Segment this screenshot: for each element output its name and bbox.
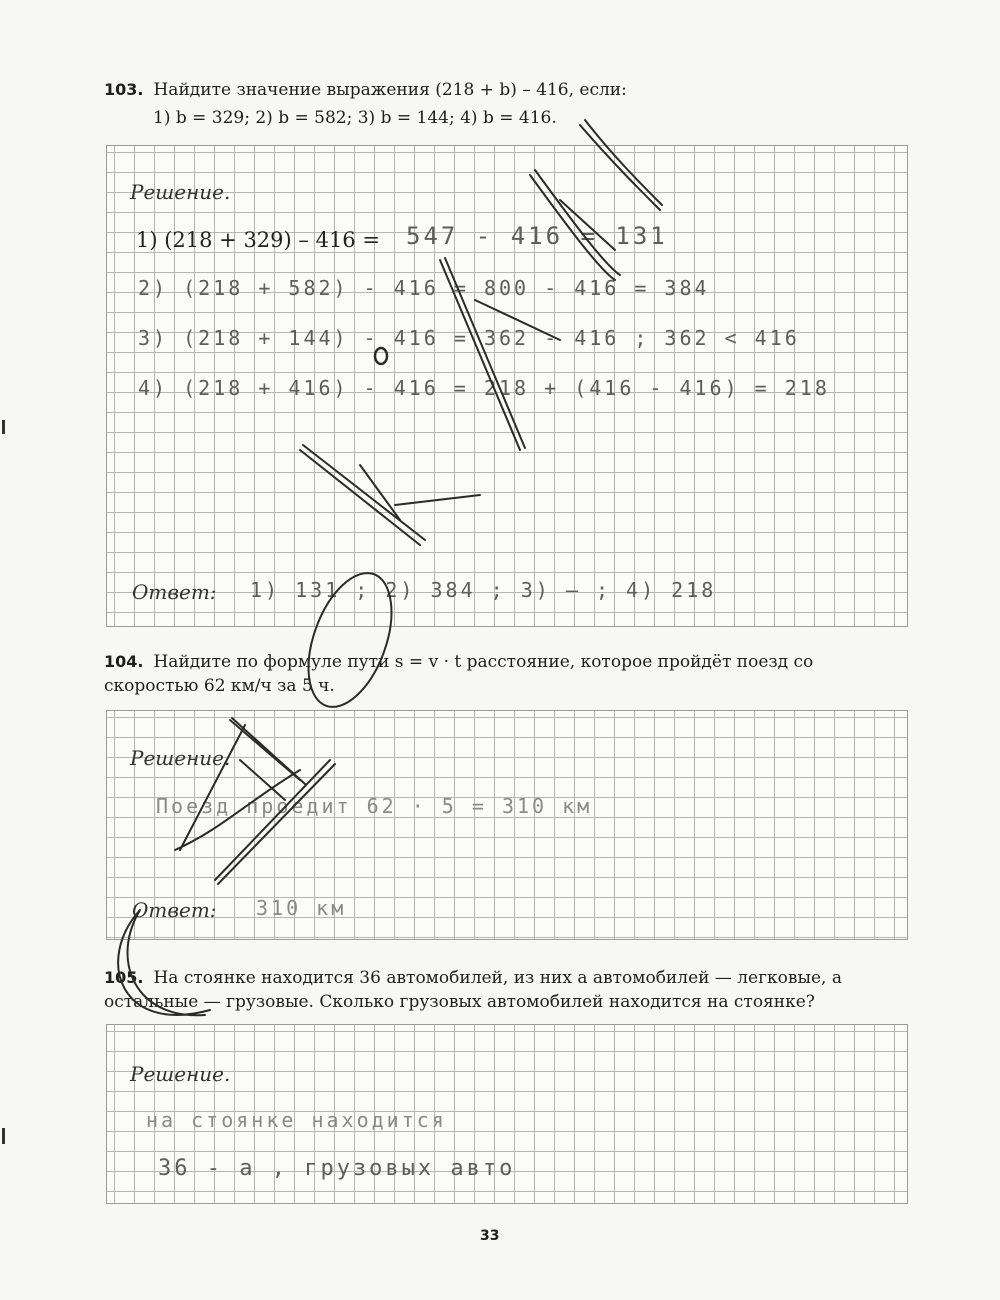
task-103-text: Найдите значение выражения (218 + b) – 416, если: bbox=[153, 80, 627, 100]
task-103-hw-line-3: 3) (218 + 144) - 416 = 362 - 416 ; 362 < 416 bbox=[138, 326, 800, 350]
task-104-text: Найдите по формуле пути s = v · t расстояние, которое пройдёт поезд со скоростью 62 км/ч за 5 ч. bbox=[104, 652, 814, 696]
scribble-stroke bbox=[360, 465, 400, 520]
task-105-hw-line-1: на стоянке находится bbox=[146, 1108, 447, 1132]
scribble-stroke bbox=[395, 495, 480, 505]
task-105-number: 105. bbox=[104, 968, 144, 987]
scribble-stroke bbox=[292, 562, 408, 718]
task-103-hw-line-1: 547 - 416 = 131 bbox=[406, 222, 668, 250]
task-103-solution-label: Решение. bbox=[130, 180, 231, 204]
scribble-stroke bbox=[580, 120, 662, 210]
task-103-number: 103. bbox=[104, 80, 144, 99]
scribble-stroke bbox=[118, 910, 210, 1015]
task-105-solution-label: Решение. bbox=[130, 1062, 231, 1086]
task-104-answer: 310 км bbox=[256, 896, 347, 920]
scribble-stroke bbox=[375, 348, 387, 364]
task-103-answer-label: Ответ: bbox=[132, 580, 217, 604]
task-103-answer: 1) 131 ; 2) 384 ; 3) — ; 4) 218 bbox=[250, 578, 717, 602]
scribble-stroke bbox=[440, 258, 525, 450]
scribble-stroke bbox=[180, 725, 245, 850]
scribble-stroke bbox=[475, 300, 560, 340]
task-103-hw-line-4: 4) (218 + 416) - 416 = 218 + (416 - 416) = 218 bbox=[138, 376, 830, 400]
task-103-options: 1) b = 329; 2) b = 582; 3) b = 144; 4) b = 416. bbox=[153, 108, 557, 128]
scribble-stroke bbox=[230, 718, 305, 784]
task-103-printed-line: 1) (218 + 329) – 416 = bbox=[136, 228, 380, 252]
scribble-stroke bbox=[530, 170, 620, 280]
task-104-number: 104. bbox=[104, 652, 144, 671]
scribble-stroke bbox=[215, 760, 335, 884]
task-105-hw-line-2: 36 - а , грузовых авто bbox=[158, 1156, 516, 1181]
task-103-hw-line-2: 2) (218 + 582) - 416 = 800 - 416 = 384 bbox=[138, 276, 710, 300]
task-104-solution-label: Решение. bbox=[130, 746, 231, 770]
task-104-answer-label: Ответ: bbox=[132, 898, 217, 922]
scribble-stroke bbox=[300, 445, 425, 545]
scribble-stroke bbox=[560, 200, 615, 250]
task-104-hw-line-1: Поезд проедит 62 · 5 = 310 км bbox=[156, 794, 593, 818]
page-number: 33 bbox=[480, 1228, 500, 1244]
task-105-text: На стоянке находится 36 автомобилей, из них a автомобилей — легковые, а остальные — грузовые. Сколько грузовых автомобилей находится на стоянке? bbox=[104, 968, 842, 1012]
